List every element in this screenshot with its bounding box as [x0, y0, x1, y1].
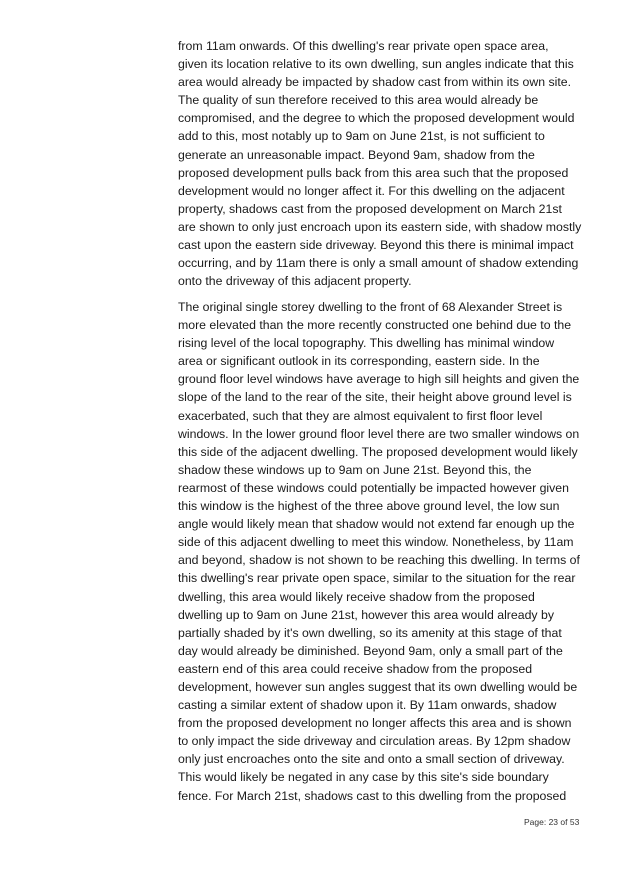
- text-line: dwelling up to 9am on June 21st, however this area would already by: [178, 607, 554, 622]
- text-line: side of this adjacent dwelling to meet this window. Nonetheless, by 11am: [178, 535, 574, 550]
- text-line: from the proposed development no longer affects this area and is shown: [178, 716, 572, 731]
- paragraph-1: [178, 37, 588, 290]
- text-line: occurring, and by 11am there is only a small amount of shadow extending: [178, 256, 579, 271]
- text-line: partially shaded by it's own dwelling, so its amenity at this stage of that: [178, 625, 562, 640]
- text-line: this window is the highest of the three above ground level, the low sun: [178, 499, 560, 514]
- text-line: compromised, and the degree to which the proposed development would: [178, 111, 575, 126]
- page-number: Page: 23 of 53: [524, 817, 580, 827]
- text-line: more elevated than the more recently constructed one behind due to the: [178, 318, 572, 333]
- text-line: fence. For March 21st, shadows cast to this dwelling from the proposed: [178, 788, 567, 803]
- text-line: generate an unreasonable impact. Beyond 9am, shadow from the: [178, 147, 535, 162]
- text-line: cast upon the eastern side driveway. Beyond this there is minimal impact: [178, 238, 574, 253]
- text-line: only just encroaches onto the site and onto a small section of driveway.: [178, 752, 565, 767]
- text-line: from 11am onwards. Of this dwelling's rear private open space area,: [178, 39, 549, 53]
- text-line: shadow these windows up to 9am on June 21st. Beyond this, the: [178, 462, 532, 477]
- text-line: property, shadows cast from the proposed development on March 21st: [178, 201, 562, 216]
- text-line: onto the driveway of this adjacent property.: [178, 274, 412, 289]
- text-line: development, however sun angles suggest that its own dwelling would be: [178, 679, 578, 694]
- text-line: development would no longer affect it. For this dwelling on the adjacent: [178, 183, 565, 198]
- text-line: this side of the adjacent dwelling. The proposed development would likely: [178, 444, 578, 459]
- text-line: exacerbated, such that they are almost equivalent to first floor level: [178, 408, 543, 423]
- text-line: ground floor level windows have average to high sill heights and given the: [178, 372, 580, 387]
- text-line: to only impact the side driveway and circulation areas. By 12pm shadow: [178, 734, 571, 749]
- text-line: casting a similar extent of shadow upon it. By 11am onwards, shadow: [178, 698, 557, 713]
- paragraph-2: [178, 298, 588, 805]
- text-line: area or significant outlook in its corresponding, eastern side. In the: [178, 354, 540, 369]
- text-line: rising level of the local topography. This dwelling has minimal window: [178, 336, 555, 351]
- text-line: given its location relative to its own dwelling, sun angles indicate that this: [178, 57, 574, 72]
- text-line: slope of the land to the rear of the site, their height above ground level is: [178, 390, 572, 405]
- text-line: dwelling, this area would likely receive shadow from the proposed: [178, 589, 535, 604]
- text-line: and beyond, shadow is not shown to be reaching this dwelling. In terms of: [178, 553, 580, 568]
- text-line: proposed development pulls back from this area such that the proposed: [178, 165, 569, 180]
- text-line: add to this, most notably up to 9am on June 21st, is not sufficient to: [178, 129, 545, 144]
- text-line: eastern end of this area could receive shadow from the proposed: [178, 661, 533, 676]
- text-line: area would already be impacted by shadow cast from within its own site.: [178, 75, 572, 90]
- text-line: The quality of sun therefore received to this area would already be: [178, 93, 539, 108]
- text-line: The original single storey dwelling to the front of 68 Alexander Street is: [178, 300, 563, 314]
- text-line: This would likely be negated in any case by this site's side boundary: [178, 770, 549, 785]
- text-line: day would already be diminished. Beyond 9am, only a small part of the: [178, 643, 563, 658]
- text-line: this dwelling's rear private open space, similar to the situation for the rear: [178, 571, 576, 586]
- text-line: windows. In the lower ground floor level there are two smaller windows on: [178, 426, 580, 441]
- text-line: are shown to only just encroach upon its eastern side, with shadow mostly: [178, 219, 582, 234]
- text-line: angle would likely mean that shadow would not extend far enough up the: [178, 517, 575, 532]
- text-line: rearmost of these windows could potentially be impacted however given: [178, 480, 569, 495]
